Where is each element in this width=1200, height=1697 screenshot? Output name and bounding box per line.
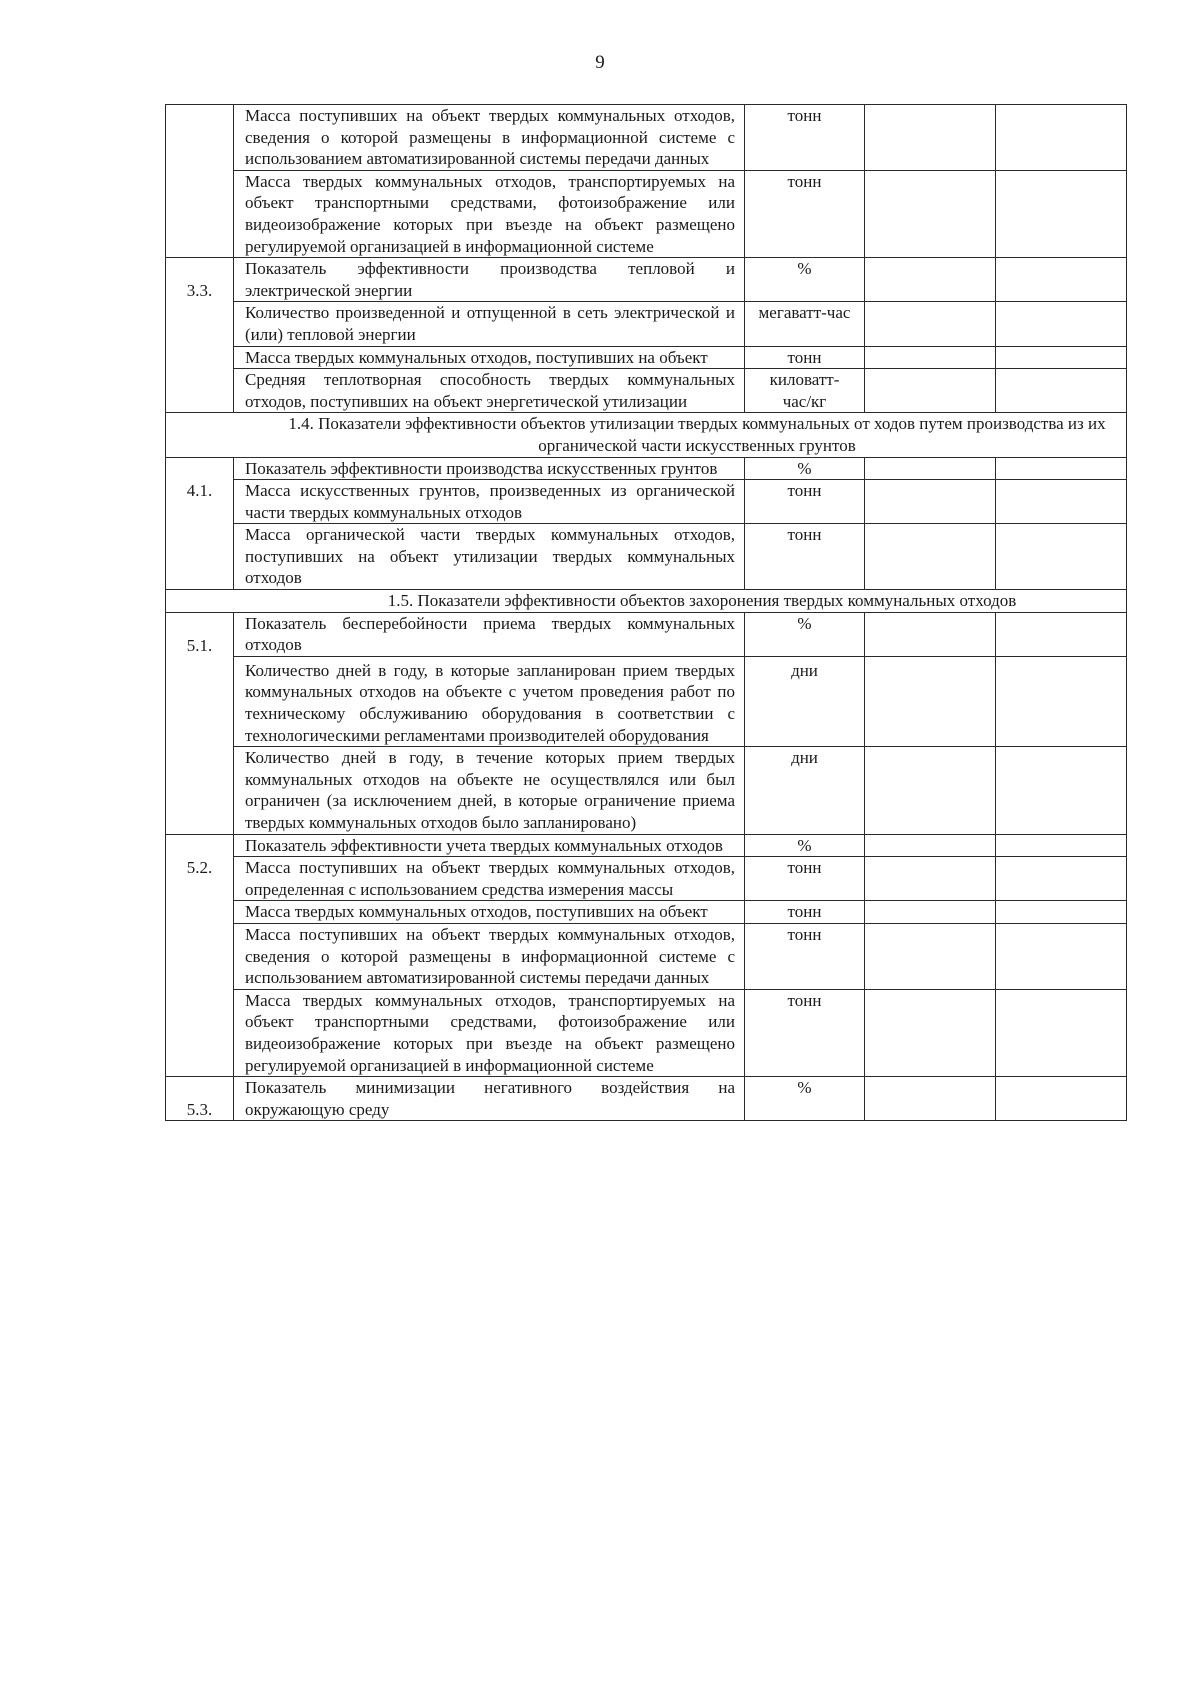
unit-cell: тонн [745,901,865,924]
value-cell [996,369,1127,413]
value-cell [865,656,996,746]
unit-cell: % [745,457,865,480]
value-cell [865,834,996,857]
table-row [166,834,1127,857]
section-row [166,413,1127,457]
table-row [166,170,1127,257]
value-cell [996,524,1127,590]
value-cell [996,834,1127,857]
value-cell [865,457,996,480]
value-cell [996,1077,1127,1121]
value-cell [865,258,996,302]
indicator-description: Масса поступивших на объект твердых коммунальных отходов, определенная с использованием средства измерения массы [234,857,745,901]
unit-cell: тонн [745,170,865,257]
value-cell [865,524,996,590]
row-number: 5.1. [186,635,213,655]
value-cell [865,747,996,834]
unit-cell: тонн [745,346,865,369]
value-cell [996,747,1127,834]
row-number: 3.3. [186,281,213,301]
row-number-cell [166,834,234,1077]
table-row [166,656,1127,746]
value-cell [865,901,996,924]
row-number: 5.3. [186,1099,213,1119]
value-cell [996,170,1127,257]
table-row [166,1077,1127,1121]
unit-cell: дни [745,656,865,746]
unit-cell: тонн [745,524,865,590]
unit-cell: % [745,612,865,656]
value-cell [996,480,1127,524]
value-cell [865,857,996,901]
indicator-description: Показатель эффективности производства тепловой и электрической энергии [234,258,745,302]
row-number-cell [166,612,234,834]
value-cell [865,346,996,369]
value-cell [996,258,1127,302]
row-number-cell [166,457,234,590]
table-row [166,857,1127,901]
value-cell [865,170,996,257]
value-cell [996,612,1127,656]
section-heading: 1.4. Показатели эффективности объектов утилизации твердых коммунальных от ходов путем производства из их органической части искусственных грунтов [166,413,1127,457]
unit-cell: тонн [745,923,865,989]
value-cell [996,857,1127,901]
row-number: 5.2. [186,857,213,877]
value-cell [865,989,996,1076]
indicator-description: Показатель эффективности производства искусственных грунтов [234,457,745,480]
value-cell [996,901,1127,924]
table-row [166,747,1127,834]
indicator-description: Количество произведенной и отпущенной в сеть электрической и (или) тепловой энергии [234,302,745,346]
unit-cell: тонн [745,105,865,171]
value-cell [865,369,996,413]
value-cell [996,989,1127,1076]
table-row [166,989,1127,1076]
value-cell [996,302,1127,346]
value-cell [865,302,996,346]
row-number-cell [166,258,234,413]
unit-cell: % [745,834,865,857]
value-cell [865,923,996,989]
value-cell [996,346,1127,369]
table-row [166,105,1127,171]
indicator-description: Масса поступивших на объект твердых коммунальных отходов, сведения о которой размещены в информационной системе с использованием автоматизированной системы передачи данных [234,105,745,171]
indicator-description: Масса органической части твердых коммунальных отходов, поступивших на объект утилизации твердых коммунальных отходов [234,524,745,590]
indicator-description: Показатель эффективности учета твердых коммунальных отходов [234,834,745,857]
indicator-description: Масса поступивших на объект твердых коммунальных отходов, сведения о которой размещены в информационной системе с использованием автоматизированной системы передачи данных [234,923,745,989]
page-number: 9 [595,52,605,73]
indicator-description: Масса твердых коммунальных отходов, поступивших на объект [234,901,745,924]
table-row [166,258,1127,302]
unit-cell: тонн [745,857,865,901]
table-row [166,369,1127,413]
indicator-description: Количество дней в году, в которые запланирован прием твердых коммунальных отходов на объекте с учетом проведения работ по техническому обслуживанию оборудования в соответствии с технологическими регламентами производителей оборудования [234,656,745,746]
indicator-description: Показатель бесперебойности приема твердых коммунальных отходов [234,612,745,656]
row-number: 4.1. [186,480,213,500]
indicator-description: Масса твердых коммунальных отходов, транспортируемых на объект транспортными средствами, фотоизображение или видеоизображение которых при въезде на объект размещено регулируемой организацией в информационной системе [234,989,745,1076]
unit-cell: тонн [745,480,865,524]
row-number-cell [166,1077,234,1121]
indicator-description: Масса твердых коммунальных отходов, поступивших на объект [234,346,745,369]
value-cell [996,457,1127,480]
unit-cell: мегаватт-час [745,302,865,346]
row-number-cell [166,105,234,258]
table-row [166,457,1127,480]
section-heading: 1.5. Показатели эффективности объектов захоронения твердых коммунальных отходов [166,590,1127,613]
value-cell [865,480,996,524]
value-cell [865,105,996,171]
unit-cell: тонн [745,989,865,1076]
table-row [166,346,1127,369]
value-cell [996,923,1127,989]
value-cell [865,1077,996,1121]
indicator-description: Средняя теплотворная способность твердых коммунальных отходов, поступивших на объект энергетической утилизации [234,369,745,413]
table-row [166,923,1127,989]
indicator-description: Количество дней в году, в течение которых прием твердых коммунальных отходов на объекте не осуществлялся или был ограничен (за исключением дней, в которые ограничение приема твердых коммунальных отходов было запланировано) [234,747,745,834]
value-cell [996,105,1127,171]
indicator-description: Масса твердых коммунальных отходов, транспортируемых на объект транспортными средствами, фотоизображение или видеоизображение которых при въезде на объект размещено регулируемой организацией в информационной системе [234,170,745,257]
unit-cell: дни [745,747,865,834]
table-row [166,524,1127,590]
unit-cell: % [745,1077,865,1121]
table-row [166,302,1127,346]
table-row [166,480,1127,524]
indicator-description: Показатель минимизации негативного воздействия на окружающую среду [234,1077,745,1121]
unit-cell: киловатт-час/кг [745,369,865,413]
section-row [166,590,1127,613]
indicators-table [165,104,1127,1121]
indicator-description: Масса искусственных грунтов, произведенных из органической части твердых коммунальных отходов [234,480,745,524]
table-row [166,612,1127,656]
table-row [166,901,1127,924]
unit-cell: % [745,258,865,302]
value-cell [996,656,1127,746]
value-cell [865,612,996,656]
